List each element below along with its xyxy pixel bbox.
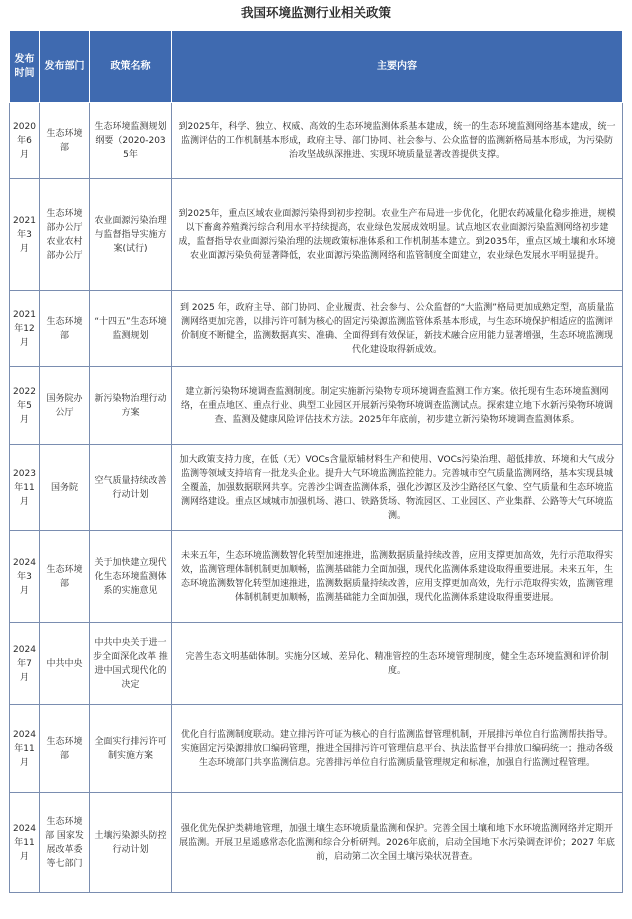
row-dept: 生态环境部 [40, 103, 90, 179]
row-dept: 生态环境部办公厅 农业农村部办公厅 [40, 179, 90, 291]
row-policy-name: 生态环境监测规划纲要（2020-2035年 [90, 103, 172, 179]
row-policy-name: 农业面源污染治理与监督指导实施方案(试行) [90, 179, 172, 291]
table-row [10, 793, 623, 893]
row-content: 完善生态文明基础体制。实施分区域、差异化、精准管控的生态环境管理制度，健全生态环境监测和评价制度。 [172, 623, 623, 705]
header-name: 政策名称 [90, 31, 172, 103]
table-row [10, 531, 623, 623]
row-content: 到 2025 年，政府主导、部门协同、企业履责、社会参与、公众监督的“大监测”格局更加成熟定型，高质量监测网络更加完善，以排污许可制为核心的固定污染源监测监管体系基本形成，与生态环境保护相适应的监测评价制度不断健全，监测数据真实、准确、全面得到有效保证，新技术融合应用能力显著增强，生态环境监测现代化建设取得新成效。 [172, 291, 623, 367]
table-row [10, 103, 623, 179]
table-row [10, 179, 623, 291]
row-date: 2024年11月 [10, 793, 40, 893]
row-policy-name: 关于加快建立现代化生态环境监测体系的实施意见 [90, 531, 172, 623]
row-date: 2024年3月 [10, 531, 40, 623]
table-row [10, 367, 623, 445]
row-content: 强化优先保护类耕地管理，加强土壤生态环境质量监测和保护。完善全国土壤和地下水环境监测网络并定期开展监测。开展卫星遥感常态化监测和综合分析研判。2026年底前，启动全国地下水污染调查评价；2027 年底前，启动第二次全国土壤污染状况普查。 [172, 793, 623, 893]
row-content: 到2025年，重点区域农业面源污染得到初步控制。农业生产布局进一步优化，化肥农药减量化稳步推进，规模以下畜禽养殖粪污综合利用水平持续提高，农业绿色发展成效明显。试点地区农业面源污染监测网络初步建成，监督指导农业面源污染治理的法规政策标准体系和工作机制基本建立。到2035年，重点区域土壤和水环境农业面源污染负荷显著降低，农业面源污染监测网络和监管制度全面建立，农业绿色发展水平明显提升。 [172, 179, 623, 291]
table-row [10, 705, 623, 793]
row-date: 2021年12月 [10, 291, 40, 367]
row-content: 到2025年，科学、独立、权威、高效的生态环境监测体系基本建成，统一的生态环境监测网络基本建成，统一监测评估的工作机制基本形成，政府主导、部门协同、社会参与、公众监督的监测新格局基本形成，为污染防治攻坚战纵深推进、实现环境质量显著改善提供支撑。 [172, 103, 623, 179]
row-policy-name: 土壤污染源头防控行动计划 [90, 793, 172, 893]
row-policy-name: 中共中央关于进一步全面深化改革 推进中国式现代化的决定 [90, 623, 172, 705]
row-content: 未来五年，生态环境监测数智化转型加速推进，监测数据质量持续改善，应用支撑更加高效，先行示范取得实效，监测管理体制机制更加顺畅，监测基础能力全面加强，现代化监测体系建设取得重要进展。未来五年，生态环境监测数智化转型加速推进，监测数据质量持续改善，应用支撑更加高效，先行示范取得实效，监测管理体制机制更加顺畅，监测基础能力全面加强，现代化监测体系建设取得重要进展。 [172, 531, 623, 623]
header-date: 发布时间 [10, 31, 40, 103]
row-date: 2020年6月 [10, 103, 40, 179]
header-content: 主要内容 [172, 31, 623, 103]
row-policy-name: 全面实行排污许可制实施方案 [90, 705, 172, 793]
row-dept: 国务院办公厅 [40, 367, 90, 445]
row-dept: 生态环境部 [40, 531, 90, 623]
policy-table [9, 30, 623, 893]
row-dept: 生态环境部 [40, 291, 90, 367]
row-dept: 中共中央 [40, 623, 90, 705]
row-content: 加大政策支持力度，在低（无）VOCs含量原辅材料生产和使用、VOCs污染治理、超低排放、环境和大气成分监测等领域支持培育一批龙头企业。提升大气环境监测监控能力。完善城市空气质量监测网络，基本实现县城全覆盖，加强数据联网共享。完善沙尘调查监测体系，强化沙源区及沙尘路径区气象、空气质量和生态环境监测网络建设。重点区域城市加强机场、港口、铁路货场、物流园区、工业园区、产业集群、公路等大气环境监测。 [172, 445, 623, 531]
row-date: 2024年11月 [10, 705, 40, 793]
header-dept: 发布部门 [40, 31, 90, 103]
row-date: 2023年11月 [10, 445, 40, 531]
row-dept: 生态环境部 [40, 705, 90, 793]
page-title: 我国环境监测行业相关政策 [240, 5, 391, 20]
row-date: 2021年3月 [10, 179, 40, 291]
row-policy-name: 新污染物治理行动方案 [90, 367, 172, 445]
row-policy-name: “十四五”生态环境监测规划 [90, 291, 172, 367]
row-policy-name: 空气质量持续改善行动计划 [90, 445, 172, 531]
row-content: 建立新污染物环境调查监测制度。制定实施新污染物专项环境调查监测工作方案。依托现有生态环境监测网络，在重点地区、重点行业、典型工业园区开展新污染物环境调查监测试点。探索建立地下水新污染物环境调查、监测及健康风险评估技术方法。2025年年底前，初步建立新污染物环境调查监测体系。 [172, 367, 623, 445]
row-date: 2024年7月 [10, 623, 40, 705]
row-dept: 生态环境部 国家发展改革委等七部门 [40, 793, 90, 893]
row-content: 优化自行监测制度联动。建立排污许可证为核心的自行监测监督管理机制，开展排污单位自行监测帮扶指导。实施固定污染源排放口编码管理，推进全国排污许可管理信息平台、执法监督平台排放口编码统一；推动各级生态环境部门共享监测信息。完善排污单位自行监测质量管理规定和标准，加强自行监测过程管理。 [172, 705, 623, 793]
row-dept: 国务院 [40, 445, 90, 531]
row-date: 2022年5月 [10, 367, 40, 445]
table-header-row [10, 31, 623, 103]
table-row [10, 445, 623, 531]
table-row [10, 623, 623, 705]
table-row [10, 291, 623, 367]
